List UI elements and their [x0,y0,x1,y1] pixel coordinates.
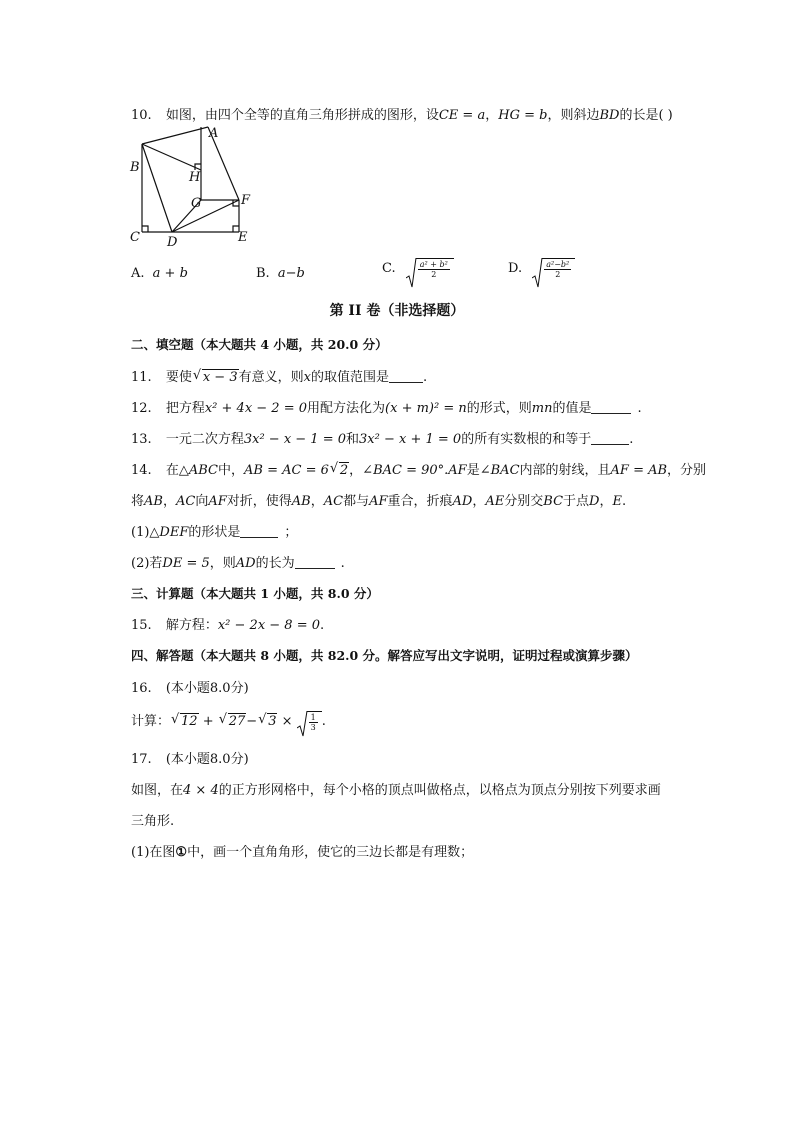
question-number: 12. [131,401,152,416]
q11-pre: 要使 [165,370,192,385]
question-17-part-1 [131,841,473,860]
var-af: AF [208,494,227,509]
sqrt-expression: √ 27 [218,712,246,729]
question-number: 15. [131,618,152,633]
question-13 [131,428,633,447]
q14-part1-label: (1) [131,525,150,540]
question-17-line-1 [131,779,661,798]
q11-post: 的取值范围是 [310,370,389,385]
question-15 [131,614,324,633]
var-hg: HG [498,108,520,123]
point-label-a: A [209,126,219,141]
q14-radicand: 2 [339,463,349,478]
q14-part2-text: ，则 [209,556,236,571]
q10-eq1: = [458,108,478,123]
q14-text: ， [349,463,363,478]
var-b: b [539,108,548,123]
option-b-label: B. [256,266,270,281]
q14-text: ， [599,494,613,509]
option-c-den: 2 [431,270,437,279]
question-16-body [131,710,326,732]
q16-end: . [321,714,326,729]
sqrt-expression: √ 3 [258,712,277,729]
edge-fd [172,200,239,232]
q14-part1-text: 的形状是 [188,525,241,540]
q12-pre: 把方程 [165,401,205,416]
var-bd: BD [599,108,620,123]
q11-mid: 有意义，则 [238,370,304,385]
option-d-num: a²−b² [546,260,570,269]
q12-form: (x + m)² = n [385,401,467,416]
q14-text: 对折，使得 [226,494,292,509]
point-label-g: G [191,196,202,211]
option-b [256,266,305,281]
part2-heading-pre: 二、填空题（本大题共 [131,337,261,352]
sqrt-expression: √ 12 [171,712,198,729]
q17-figure-number: ① [175,845,188,860]
part3-heading-post: 分） [349,586,379,601]
option-d-radical [532,258,575,279]
q17-text: 如图，在 [131,783,184,798]
radical-sign-icon [532,258,544,288]
q14-text: ， [162,494,176,509]
q14-part1-end: ； [284,525,298,540]
q14-text: 都与 [343,494,370,509]
q14-triangle-def: △DEF [149,525,189,540]
point-label-d: D [167,235,178,250]
q15-pre: 解方程： [165,618,218,633]
part2-heading-mid: 小题，共 [269,337,328,352]
question-number: 14. [131,463,152,478]
question-11 [131,366,427,385]
q15-equation: x² − 2x − 8 = 0 [217,618,321,633]
question-16-header [131,677,249,696]
var-ac: AC [175,494,196,509]
q14-condition-3: AF = AB [610,463,668,478]
q14-text: ， [472,494,486,509]
var-ce: CE [438,108,459,123]
q12-mid: 用配方法化为 [307,401,386,416]
option-c-label: C. [382,261,396,276]
option-d-label: D. [508,261,523,276]
point-label-b: B [130,160,140,175]
question-number: 10. [131,108,152,123]
q13-end: . [629,432,634,447]
radical-sign-icon [406,258,418,288]
q11-end: . [422,370,428,385]
var-ae: AE [485,494,505,509]
var-d: D [589,494,600,509]
q10-eq2: = [519,108,540,123]
q10-text-post: 的长是( ) [619,108,673,123]
question-12 [131,397,642,416]
part3-heading-score: 8.0 [327,586,350,601]
q14-text: 重合，折痕 [387,494,453,509]
radical-sign-icon [297,711,309,737]
q14-part2-end: . [340,556,345,571]
q16-minus: − [246,714,258,729]
q17-part1-text: 中，画一个直角角形，使它的三边长都是有理数； [187,845,474,860]
answer-blank [591,401,631,414]
option-c [382,258,454,279]
q12-equation: x² + 4x − 2 = 0 [204,401,308,416]
question-17-line-2: 三角形. [131,814,175,829]
answer-blank [389,370,423,383]
right-angle-mark-c [142,226,148,232]
part3-heading-pre: 三、计算题（本大题共 [131,586,261,601]
option-b-expr: a−b [277,266,305,281]
var-a: a [477,108,486,123]
var-e: E [612,494,622,509]
var-x: x [303,370,311,385]
q16-times: × [277,714,297,729]
q14-text: 内部的射线，且 [519,463,611,478]
option-a [131,266,188,281]
q16-frac-den: 3 [310,723,316,732]
option-c-radical [406,258,454,279]
q16-radicand-2: 27 [228,714,246,729]
q17-grid-size: 4 × 4 [183,783,219,798]
edge-bh [142,144,201,170]
question-14-part-1 [131,521,297,540]
sqrt-expression: √ x − 3 [192,368,238,385]
q15-end: . [320,618,325,633]
var-af: AF [448,463,467,478]
question-14-part-2 [131,552,345,571]
q16-radicand-1: 12 [181,714,198,729]
point-label-c: C [130,230,140,245]
q12-end: . [637,401,642,416]
question-number: 17. [131,752,152,767]
q14-part2-label: (2)若 [131,556,163,571]
q16-radicand-3: 3 [268,714,277,729]
answer-blank [240,525,278,538]
point-label-h: H [189,170,201,185]
q14-triangle: △ABC [178,463,218,478]
q14-text: ，分别 [667,463,707,478]
q14-text: 在 [165,463,179,478]
q14-part2-text: 的长为 [255,556,295,571]
part3-heading-mid: 小题，共 [269,586,328,601]
q16-score: (本小题8.0分) [165,681,249,696]
q17-text: 的正方形网格中，每个小格的顶点叫做格点，以格点为顶点分别按下列要求画 [218,783,661,798]
section-title: 第 II 卷（非选择题） [329,303,465,319]
part4-heading: 四、解答题（本大题共 8 小题，共 82.0 分。解答应写出文字说明，证明过程或演算步骤） [131,648,638,663]
var-mn: mn [531,401,553,416]
var-ac: AC [323,494,344,509]
q17-score: (本小题8.0分) [165,752,249,767]
edge-ba [142,127,208,144]
question-number: 16. [131,681,152,696]
q13-post: 的所有实数根的和等于 [461,432,592,447]
q10-text-mid: ，则斜边 [547,108,600,123]
point-label-f: F [241,193,251,208]
question-number: 11. [131,370,152,385]
q14-condition-2: ∠BAC = 90°. [362,463,449,478]
option-a-expr: a + b [152,266,188,281]
q14-condition-1: AB = AC = 6 [244,463,329,478]
question-number: 13. [131,432,152,447]
question-17-header [131,748,249,767]
question-14-line-2 [131,490,626,509]
q14-text: 分别交 [504,494,544,509]
q16-frac-num: 1 [310,713,316,722]
q14-text: 是 [466,463,480,478]
edge-db [142,144,172,232]
point-label-e: E [238,230,248,245]
q16-plus: + [198,714,218,729]
q14-text: 将 [131,494,145,509]
q13-and: 和 [346,432,360,447]
part3-heading-n: 1 [260,586,270,601]
option-c-num: a² + b² [419,260,448,269]
q16-pre: 计算： [131,714,171,729]
answer-blank [591,432,629,445]
q14-text: 中， [217,463,244,478]
var-bc: BC [543,494,564,509]
sqrt-expression: √ 2 [329,461,349,478]
q10-sep: ， [485,108,499,123]
option-d [508,258,575,279]
part2-heading-score: 20.0 [327,337,359,352]
q12-post: 的值是 [552,401,592,416]
q10-text: 如图，由四个全等的直角三角形拼成的图形，设 [165,108,439,123]
var-ab: AB [291,494,311,509]
answer-blank [295,556,335,569]
var-ad: AD [235,556,256,571]
question-14-line-1 [131,459,706,478]
var-af: AF [369,494,388,509]
option-a-label: A. [131,266,145,281]
part2-heading-n: 4 [260,337,270,352]
q14-angle: ∠BAC [479,463,520,478]
part3-heading [131,584,379,602]
q11-radicand: x − 3 [202,370,238,385]
q14-text: . [622,494,627,509]
option-d-den: 2 [555,270,561,279]
q14-text: ， [310,494,324,509]
q12-mid2: 的形式，则 [466,401,532,416]
q17-part1-label: (1)在图 [131,845,176,860]
q14-text: 向 [195,494,209,509]
part2-heading [131,335,388,353]
q14-part2-equation: DE = 5 [162,556,210,571]
q14-text: 于点 [563,494,590,509]
q13-equation-2: 3x² − x + 1 = 0 [359,432,462,447]
sqrt-fraction [297,711,322,732]
var-ad: AD [452,494,473,509]
q13-pre: 一元二次方程 [165,432,244,447]
q13-equation-1: 3x² − x − 1 = 0 [243,432,347,447]
part2-heading-post: 分） [358,337,388,352]
var-ab: AB [144,494,163,509]
question-10 [131,104,673,123]
